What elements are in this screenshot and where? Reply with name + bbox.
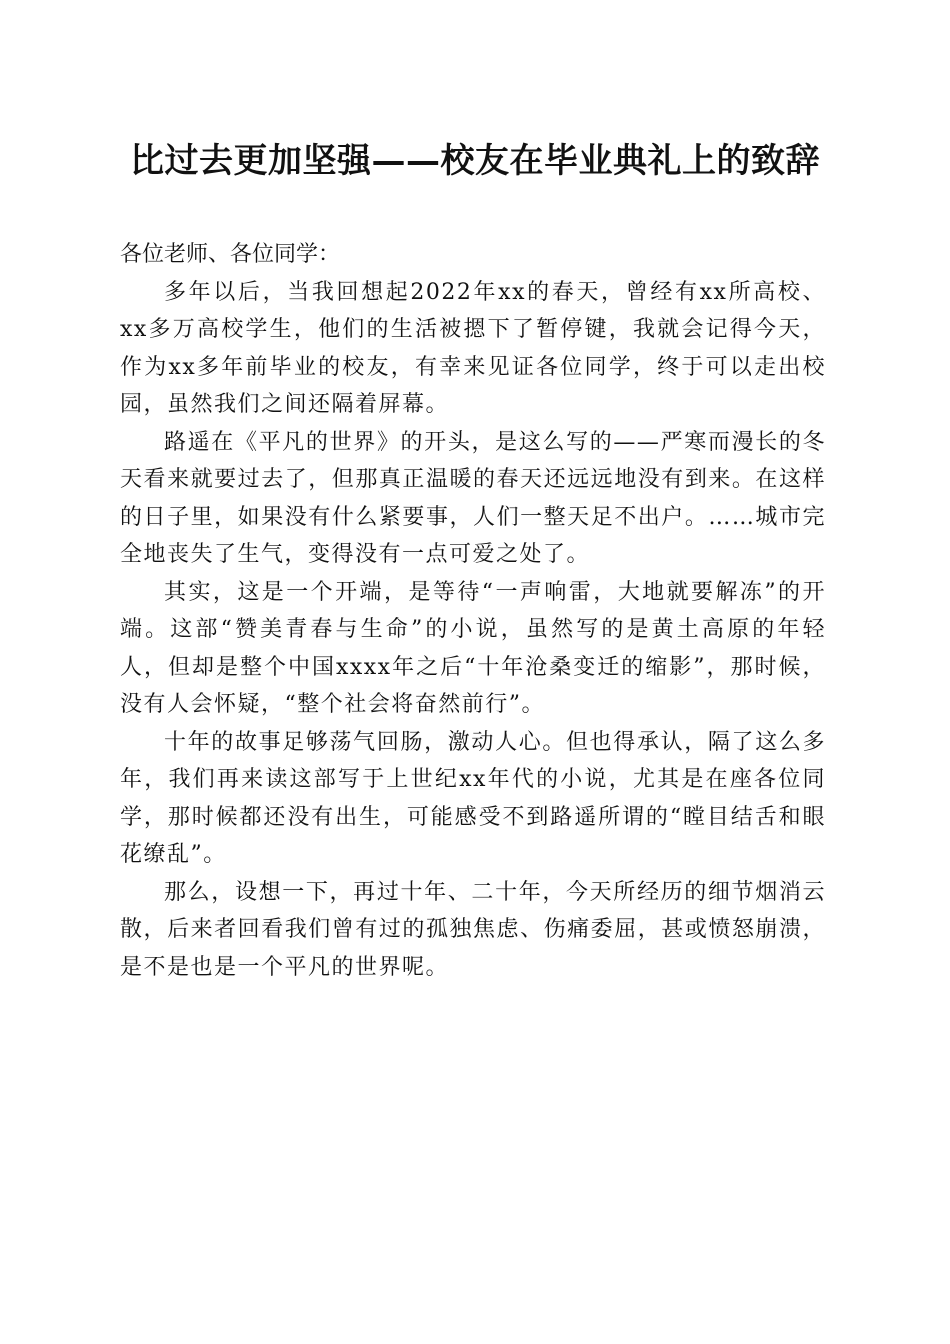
paragraph-1: 多年以后，当我回想起2022年xx的春天，曾经有xx所高校、xx多万高校学生，他们的生活被摁下了暂停键，我就会记得今天，作为xx多年前毕业的校友，有幸来见证各位同学，终于可以走出校园，虽然我们之间还隔着屏幕。 [120, 279, 826, 417]
document-body [120, 236, 826, 986]
paragraph-5: 那么，设想一下，再过十年、二十年，今天所经历的细节烟消云散，后来者回看我们曾有过的孤独焦虑、伤痛委屈，甚或愤怒崩溃，是不是也是一个平凡的世界呢。 [120, 879, 826, 980]
document-title: 比过去更加坚强——校友在毕业典礼上的致辞 [130, 141, 820, 181]
paragraph-3: 其实，这是一个开端，是等待“一声响雷，大地就要解冻”的开端。这部“赞美青春与生命”的小说，虽然写的是黄土高原的年轻人，但却是整个中国xxxx年之后“十年沧桑变迁的缩影”，那时候，没有人会怀疑，“整个社会将奋然前行”。 [120, 579, 827, 717]
paragraph-2: 路遥在《平凡的世界》的开头，是这么写的——严寒而漫长的冬天看来就要过去了，但那真正温暖的春天还远远地没有到来。在这样的日子里，如果没有什么紧要事，人们一整天足不出户。……城市完全地丧失了生气，变得没有一点可爱之处了。 [120, 429, 826, 567]
salutation: 各位老师、各位同学： [120, 242, 341, 267]
paragraph-4: 十年的故事足够荡气回肠，激动人心。但也得承认，隔了这么多年，我们再来读这部写于上世纪xx年代的小说，尤其是在座各位同学，那时候都还没有出生，可能感受不到路遥所谓的“瞠目结舌和眼花缭乱”。 [120, 729, 826, 867]
